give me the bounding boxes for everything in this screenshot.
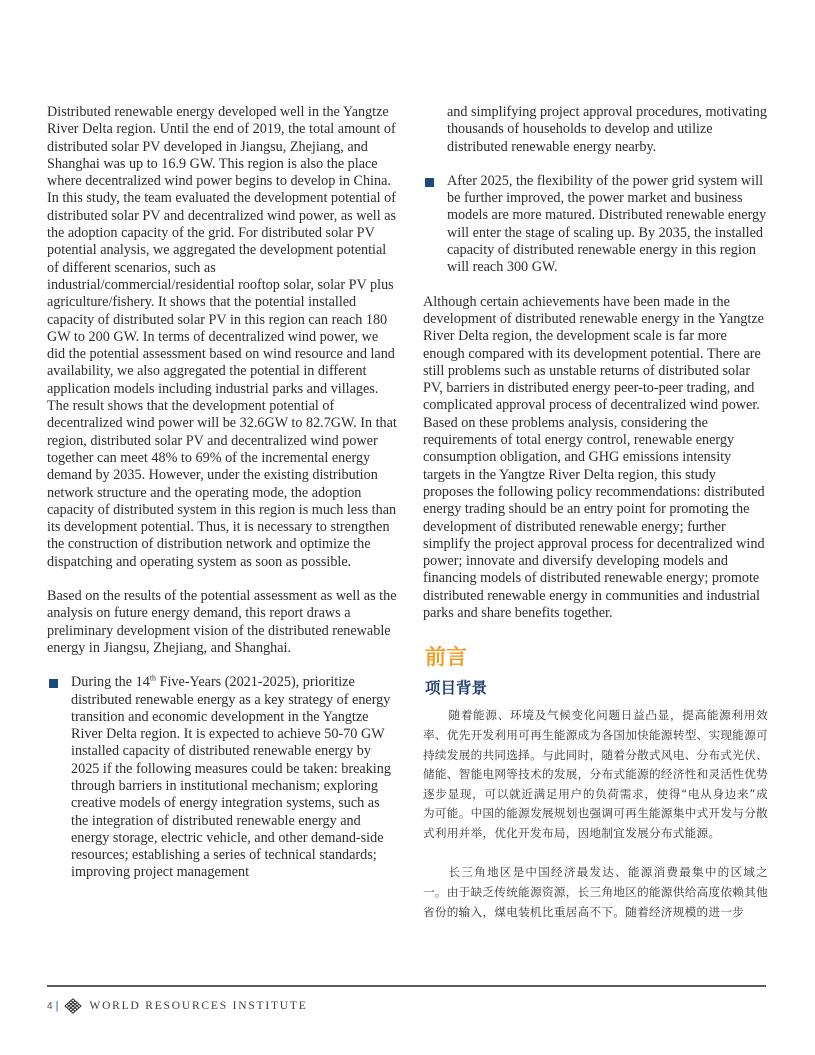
- bullet-item-after-2025: [423, 173, 768, 277]
- bullet-text: Five-Years (2021-2025), prioritize distributed renewable energy as a key strategy of energy transition and economic development in the Yangtze River Delta region. It is expected to achieve 50-70 GW installed capacity of distributed renewable energy by 2025 if the following measures could be taken: breaking through barriers in institutional mechanism; exploring creative models of energy integration systems, such as the integration of distributed renewable energy and energy storage, electric vehicle, and other demand-side resources; establishing a series of technical standards; improving project management: [71, 674, 391, 881]
- left-column: [47, 104, 397, 899]
- bullet-text: After 2025, the flexibility of the power grid system will be further improved, the power market and business models are more matured. Distributed renewable energy will enter the stage of scaling up. By 2035, the installed capacity of distributed renewable energy in this region will reach 300 GW.: [447, 172, 767, 276]
- square-bullet-icon: [425, 178, 434, 187]
- footer-divider: [47, 985, 766, 987]
- bullet-prefix: During the 14: [71, 674, 150, 691]
- subsection-heading-background: 项目背景: [425, 679, 488, 698]
- footer-separator: |: [55, 1000, 59, 1012]
- body-paragraph-vision: Based on the results of the potential assessment as well as the analysis on future energy demand, this report draws a preliminary development vision of the distributed renewable energy in Jiangsu, Zhejiang, and Shanghai.: [47, 588, 397, 656]
- bullet-continuation: and simplifying project approval procedures, motivating thousands of households to develop and utilize distributed renewable energy nearby.: [447, 104, 767, 155]
- chinese-paragraph-2: 长三角地区是中国经济最发达、能源消费最集中的区域之一。由于缺乏传统能源资源，长三角地区的能源供给高度依赖其他省份的输入，煤电装机比重居高不下。随着经济规模的进一步: [423, 865, 768, 919]
- body-paragraph-recommendations: Although certain achievements have been made in the development of distributed renewable energy in the Yangtze River Delta region, the development scale is far more enough compared with its development potential. There are still problems such as unstable returns of distributed solar PV, barriers in distributed energy peer-to-peer trading, and complicated approval process of decentralized wind power. Based on these problems analysis, considering the requirements of total energy control, renewable energy consumption obligation, and GHG emissions intensity targets in the Yangtze River Delta region, this study proposes the following policy recommendations: distributed energy trading should be an entry point for promoting the development of distributed renewable energy; further simplify the project approval process for decentralized wind power; innovate and diversify developing models and financing models of distributed renewable energy; promote distributed renewable energy in communities and industrial parks and share benefits together.: [423, 293, 765, 622]
- page-number: 4: [47, 1000, 53, 1012]
- page-footer: [47, 998, 308, 1014]
- bullet-item-14th-five-years: [47, 674, 397, 882]
- right-column: [423, 104, 768, 942]
- ordinal-superscript: th: [149, 673, 157, 683]
- square-bullet-icon: [49, 679, 58, 688]
- wri-lattice-logo-icon: [64, 998, 82, 1014]
- body-paragraph-potential: Distributed renewable energy developed well in the Yangtze River Delta region. Until the end of 2019, the total amount of distributed solar PV developed in Jiangsu, Zhejiang, and Shanghai was up to 16.9 GW. This region is also the place where decentralized wind power begins to develop in China. In this study, the team evaluated the development potential of distributed solar PV and decentralized wind power, as well as the adoption capacity of the grid. For distributed solar PV potential analysis, we aggregated the development potential of different scenarios, such as industrial/commercial/residential rooftop solar, solar PV plus agriculture/fishery. It shows that the potential installed capacity of distributed solar PV in this region can reach 180 GW to 200 GW. In terms of decentralized wind power, we did the potential assessment based on wind resource and land availability, we also aggregated the potential in different application models including industrial parks and villages. The result shows that the development potential of decentralized wind power will be 32.6GW to 82.7GW. In that region, distributed solar PV and decentralized wind power together can meet 48% to 69% of the incremental energy demand by 2035. However, under the existing distribution network structure and the operating mode, the adoption capacity of distributed system in this region is much less than its development potential. Thus, it is necessary to strengthen the construction of distribution network and optimize the dispatching and operating system as soon as possible.: [47, 104, 397, 570]
- organization-name: WORLD RESOURCES INSTITUTE: [89, 1000, 308, 1012]
- chinese-paragraph-1: 随着能源、环境及气候变化问题日益凸显，提高能源利用效率、优先开发利用可再生能源成为各国加快能源转型、实现能源可持续发展的共同选择。与此同时，随着分散式风电、分布式光伏、储能、智能电网等技术的发展，分布式能源的经济性和灵活性优势逐步显现，可以就近满足用户的负荷需求，使得“电从身边来”成为可能。中国的能源发展规划也强调可再生能源集中式开发与分散式利用并举，优化开发布局，因地制宜发展分布式能源。: [423, 708, 768, 840]
- section-heading-preface: 前言: [425, 645, 467, 670]
